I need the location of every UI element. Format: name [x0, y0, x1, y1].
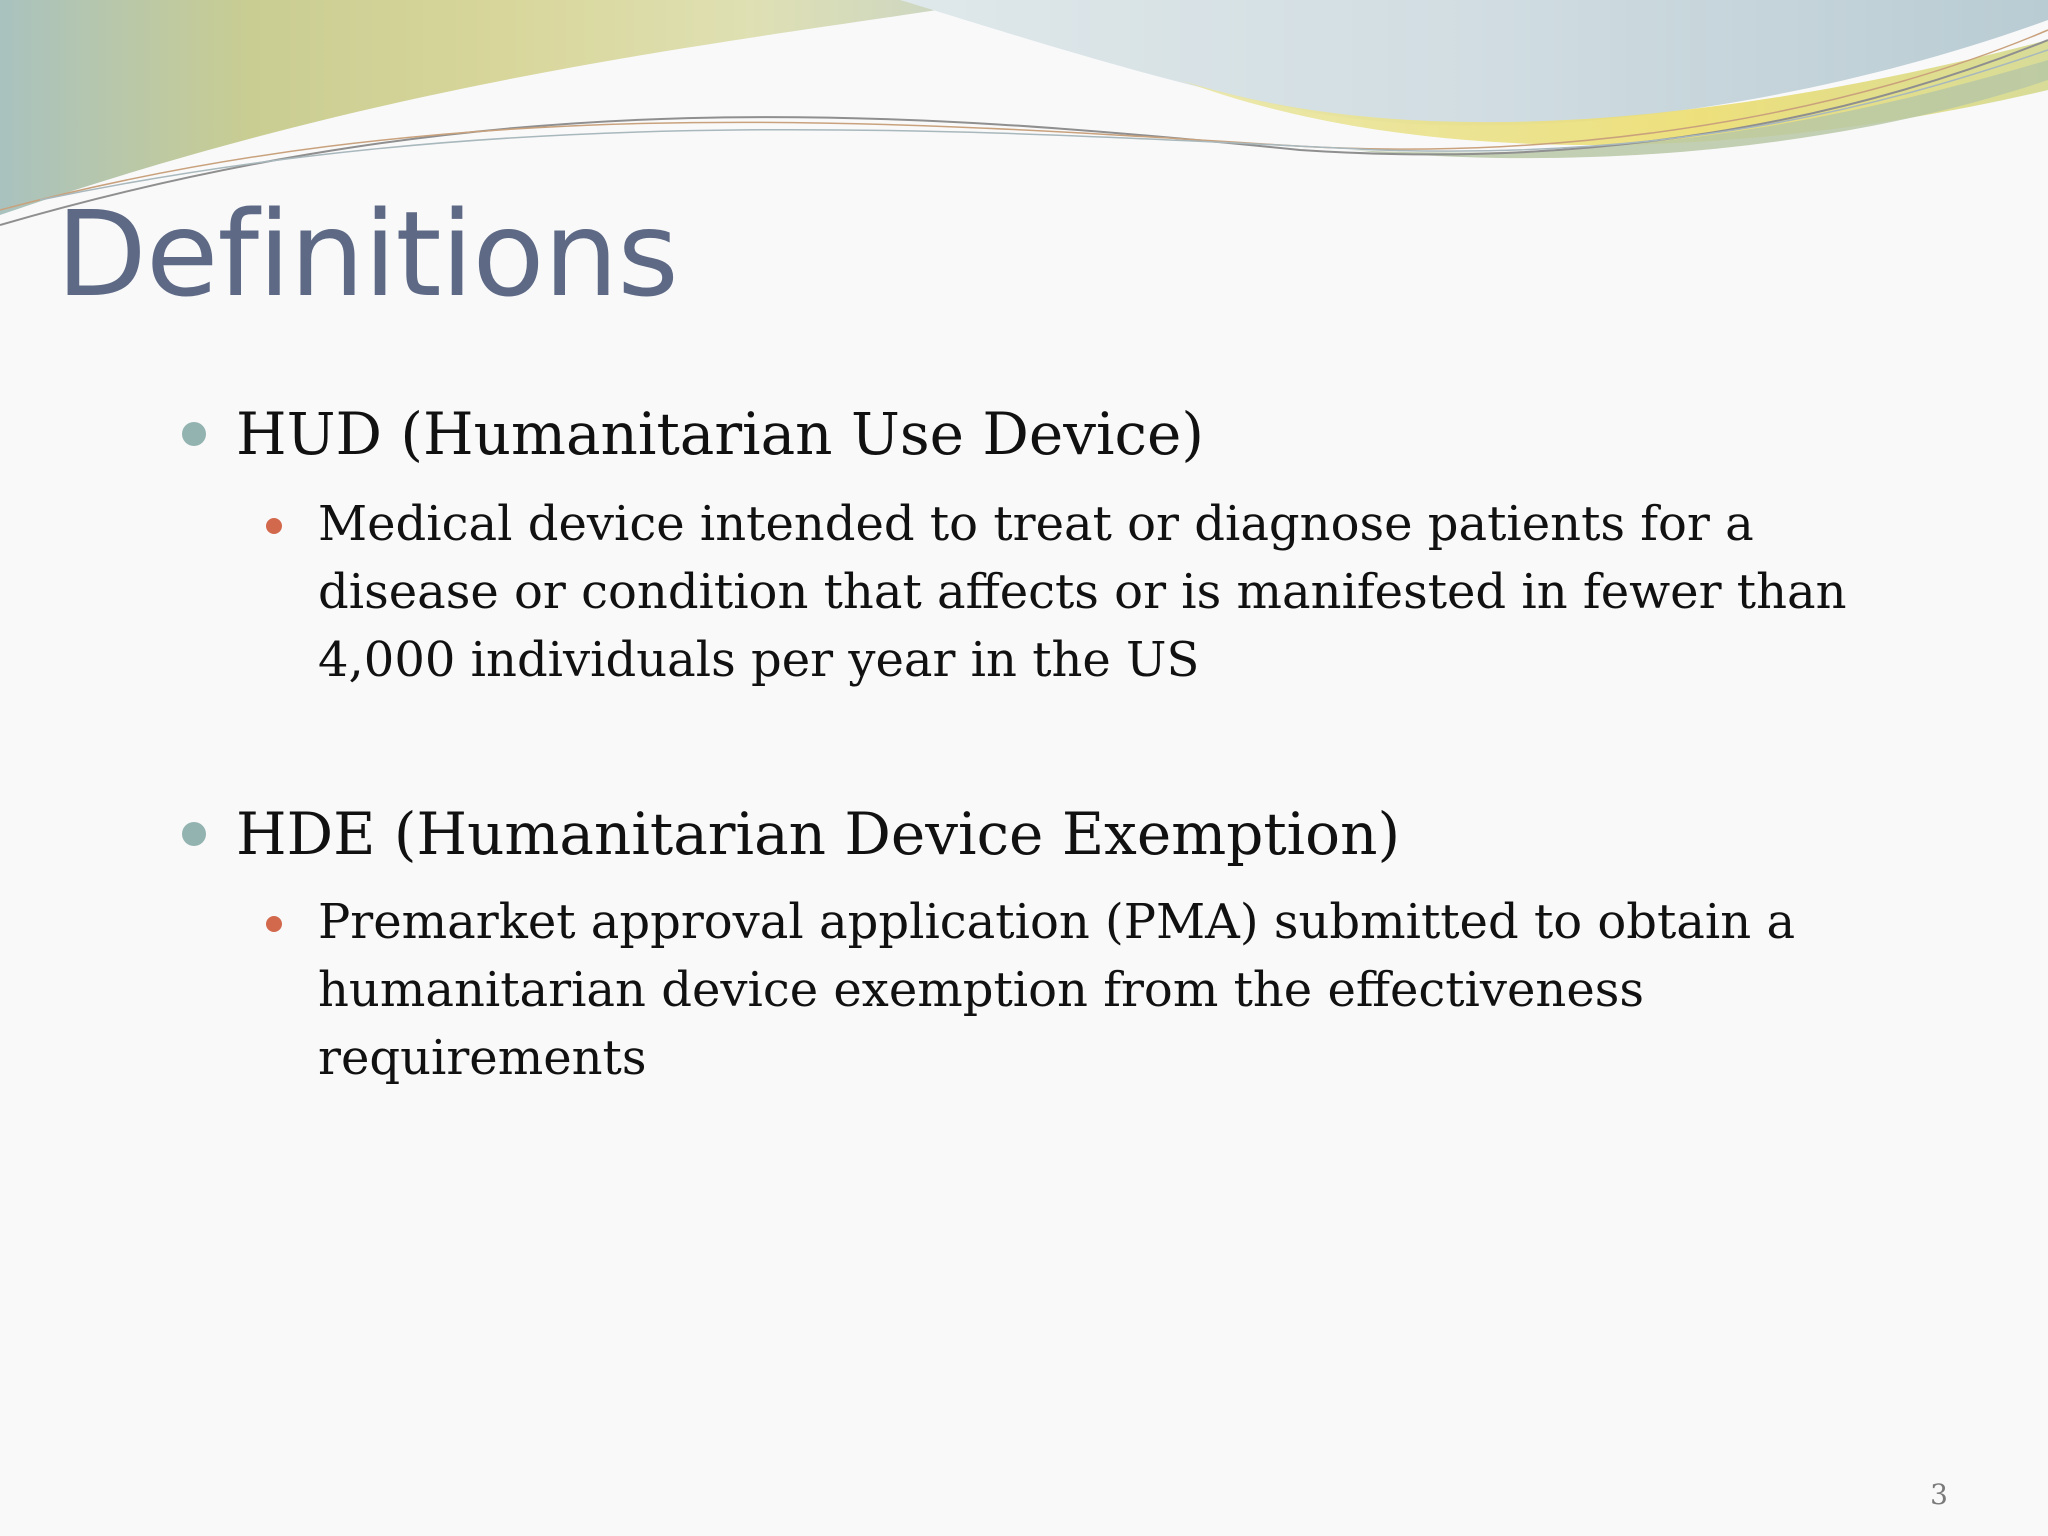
slide-title: Definitions: [56, 185, 678, 323]
level1-bullet-dot: [182, 822, 206, 846]
bullet-hud-heading: HUD (Humanitarian Use Device): [236, 400, 1204, 468]
level1-bullet-dot: [182, 422, 206, 446]
bullet-hde-heading: HDE (Humanitarian Device Exemption): [236, 800, 1401, 868]
level2-bullet-dot: [266, 916, 282, 932]
bullet-hde-definition: Premarket approval application (PMA) submitted to obtain a humanitarian device exemption from the effectiveness requirements: [318, 894, 1796, 1086]
level2-bullet-dot: [266, 518, 282, 534]
bullet-hud-definition: Medical device intended to treat or diagnose patients for a disease or condition that affects or is manifested in fewer than 4,000 individuals per year in the US: [318, 496, 1847, 688]
page-number: 3: [1930, 1478, 1948, 1511]
